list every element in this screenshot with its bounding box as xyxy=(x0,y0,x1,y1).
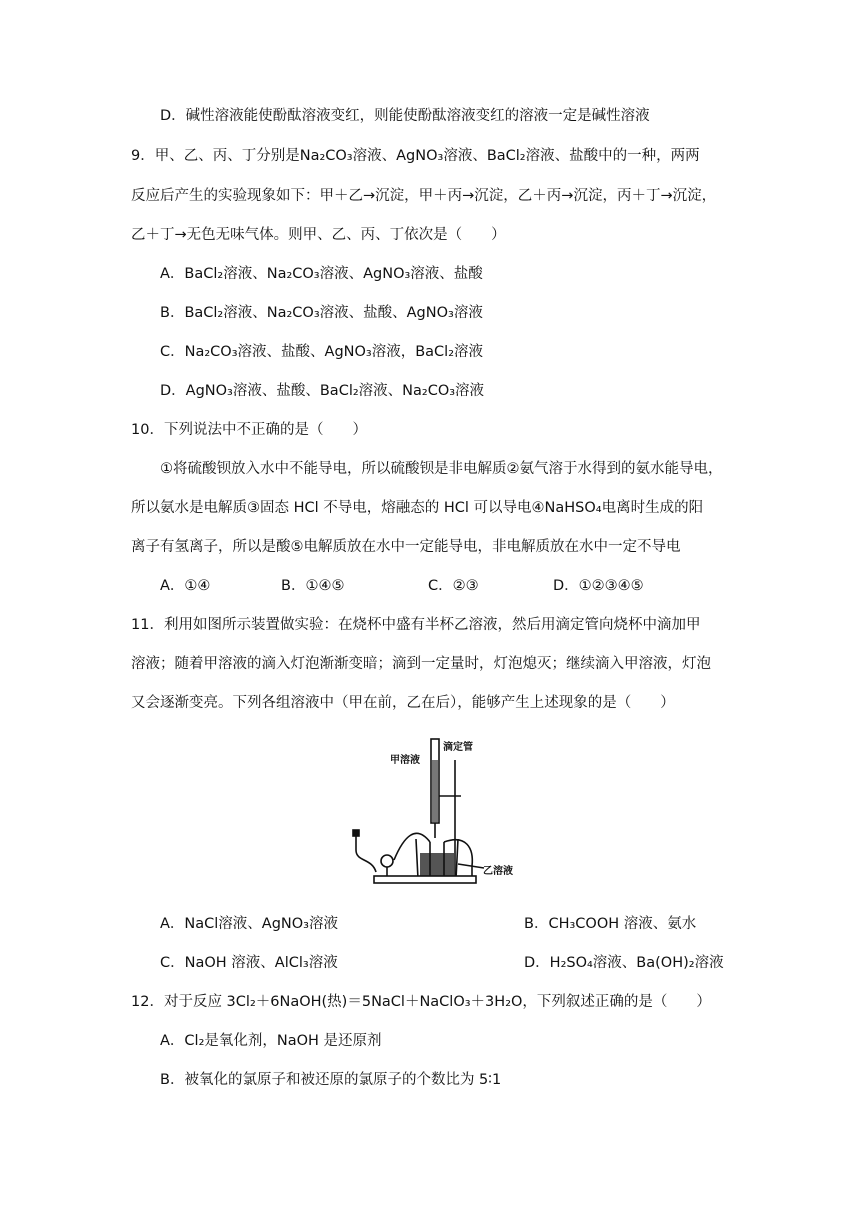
line-option-d-prev: D．碱性溶液能使酚酞溶液变红，则能使酚酞溶液变红的溶液一定是碱性溶液 xyxy=(160,108,650,124)
question-11-stem-2: 溶液；随着甲溶液的滴入灯泡渐渐变暗；滴到一定量时，灯泡熄灭；继续滴入甲溶液，灯泡 xyxy=(131,656,711,672)
question-9-option-a[interactable]: A．BaCl₂溶液、Na₂CO₃溶液、AgNO₃溶液、盐酸 xyxy=(160,266,483,282)
question-11-stem-3: 又会逐渐变亮。下列各组溶液中（甲在前，乙在后），能够产生上述现象的是（ ） xyxy=(131,695,675,711)
apparatus-figure xyxy=(346,736,520,890)
label-jia: 甲溶液 xyxy=(390,755,420,766)
label-yi: 乙溶液 xyxy=(483,866,513,877)
question-9-option-c[interactable]: C．Na₂CO₃溶液、盐酸、AgNO₃溶液，BaCl₂溶液 xyxy=(160,344,484,360)
question-11-option-d[interactable]: D．H₂SO₄溶液、Ba(OH)₂溶液 xyxy=(524,955,724,971)
label-burette: 滴定管 xyxy=(443,742,473,753)
question-11-option-a[interactable]: A．NaCl溶液、AgNO₃溶液 xyxy=(160,916,338,932)
question-10-stem: 10．下列说法中不正确的是（ ） xyxy=(131,422,367,438)
question-12-option-a[interactable]: A．Cl₂是氧化剂，NaOH 是还原剂 xyxy=(160,1033,382,1049)
question-10-option-a[interactable]: A．①④ xyxy=(160,578,211,594)
question-11-option-c[interactable]: C．NaOH 溶液、AlCl₃溶液 xyxy=(160,955,338,971)
question-9-stem-3: 乙＋丁→无色无味气体。则甲、乙、丙、丁依次是（ ） xyxy=(131,227,506,243)
question-9-stem-2: 反应后产生的实验现象如下：甲＋乙→沉淀，甲＋丙→沉淀，乙＋丙→沉淀，丙＋丁→沉淀， xyxy=(131,188,717,204)
question-10-item-2: 所以氨水是电解质③固态 HCl 不导电，熔融态的 HCl 可以导电④NaHSO₄电离时生成的阳 xyxy=(131,500,704,516)
question-11-stem-1: 11．利用如图所示装置做实验：在烧杯中盛有半杯乙溶液，然后用滴定管向烧杯中滴加甲 xyxy=(131,617,701,633)
question-10-option-b[interactable]: B．①④⑤ xyxy=(281,578,345,594)
question-11-option-b[interactable]: B．CH₃COOH 溶液、氨水 xyxy=(524,916,697,932)
question-9-option-d[interactable]: D．AgNO₃溶液、盐酸、BaCl₂溶液、Na₂CO₃溶液 xyxy=(160,383,485,399)
question-10-item-3: 离子有氢离子，所以是酸⑤电解质放在水中一定能导电，非电解质放在水中一定不导电 xyxy=(131,539,681,555)
question-12-option-b[interactable]: B．被氧化的氯原子和被还原的氯原子的个数比为 5∶1 xyxy=(160,1072,502,1088)
question-10-item-1: ①将硫酸钡放入水中不能导电，所以硫酸钡是非电解质②氨气溶于水得到的氨水能导电， xyxy=(160,461,723,477)
question-9-stem-1: 9．甲、乙、丙、丁分别是Na₂CO₃溶液、AgNO₃溶液、BaCl₂溶液、盐酸中的一种，两两 xyxy=(131,148,700,164)
question-12-stem: 12．对于反应 3Cl₂＋6NaOH(热)＝5NaCl＋NaClO₃＋3H₂O，下列叙述正确的是（ ） xyxy=(131,994,711,1010)
question-10-option-d[interactable]: D．①②③④⑤ xyxy=(553,578,644,594)
question-10-option-c[interactable]: C．②③ xyxy=(428,578,479,594)
question-9-option-b[interactable]: B．BaCl₂溶液、Na₂CO₃溶液、盐酸、AgNO₃溶液 xyxy=(160,305,483,321)
